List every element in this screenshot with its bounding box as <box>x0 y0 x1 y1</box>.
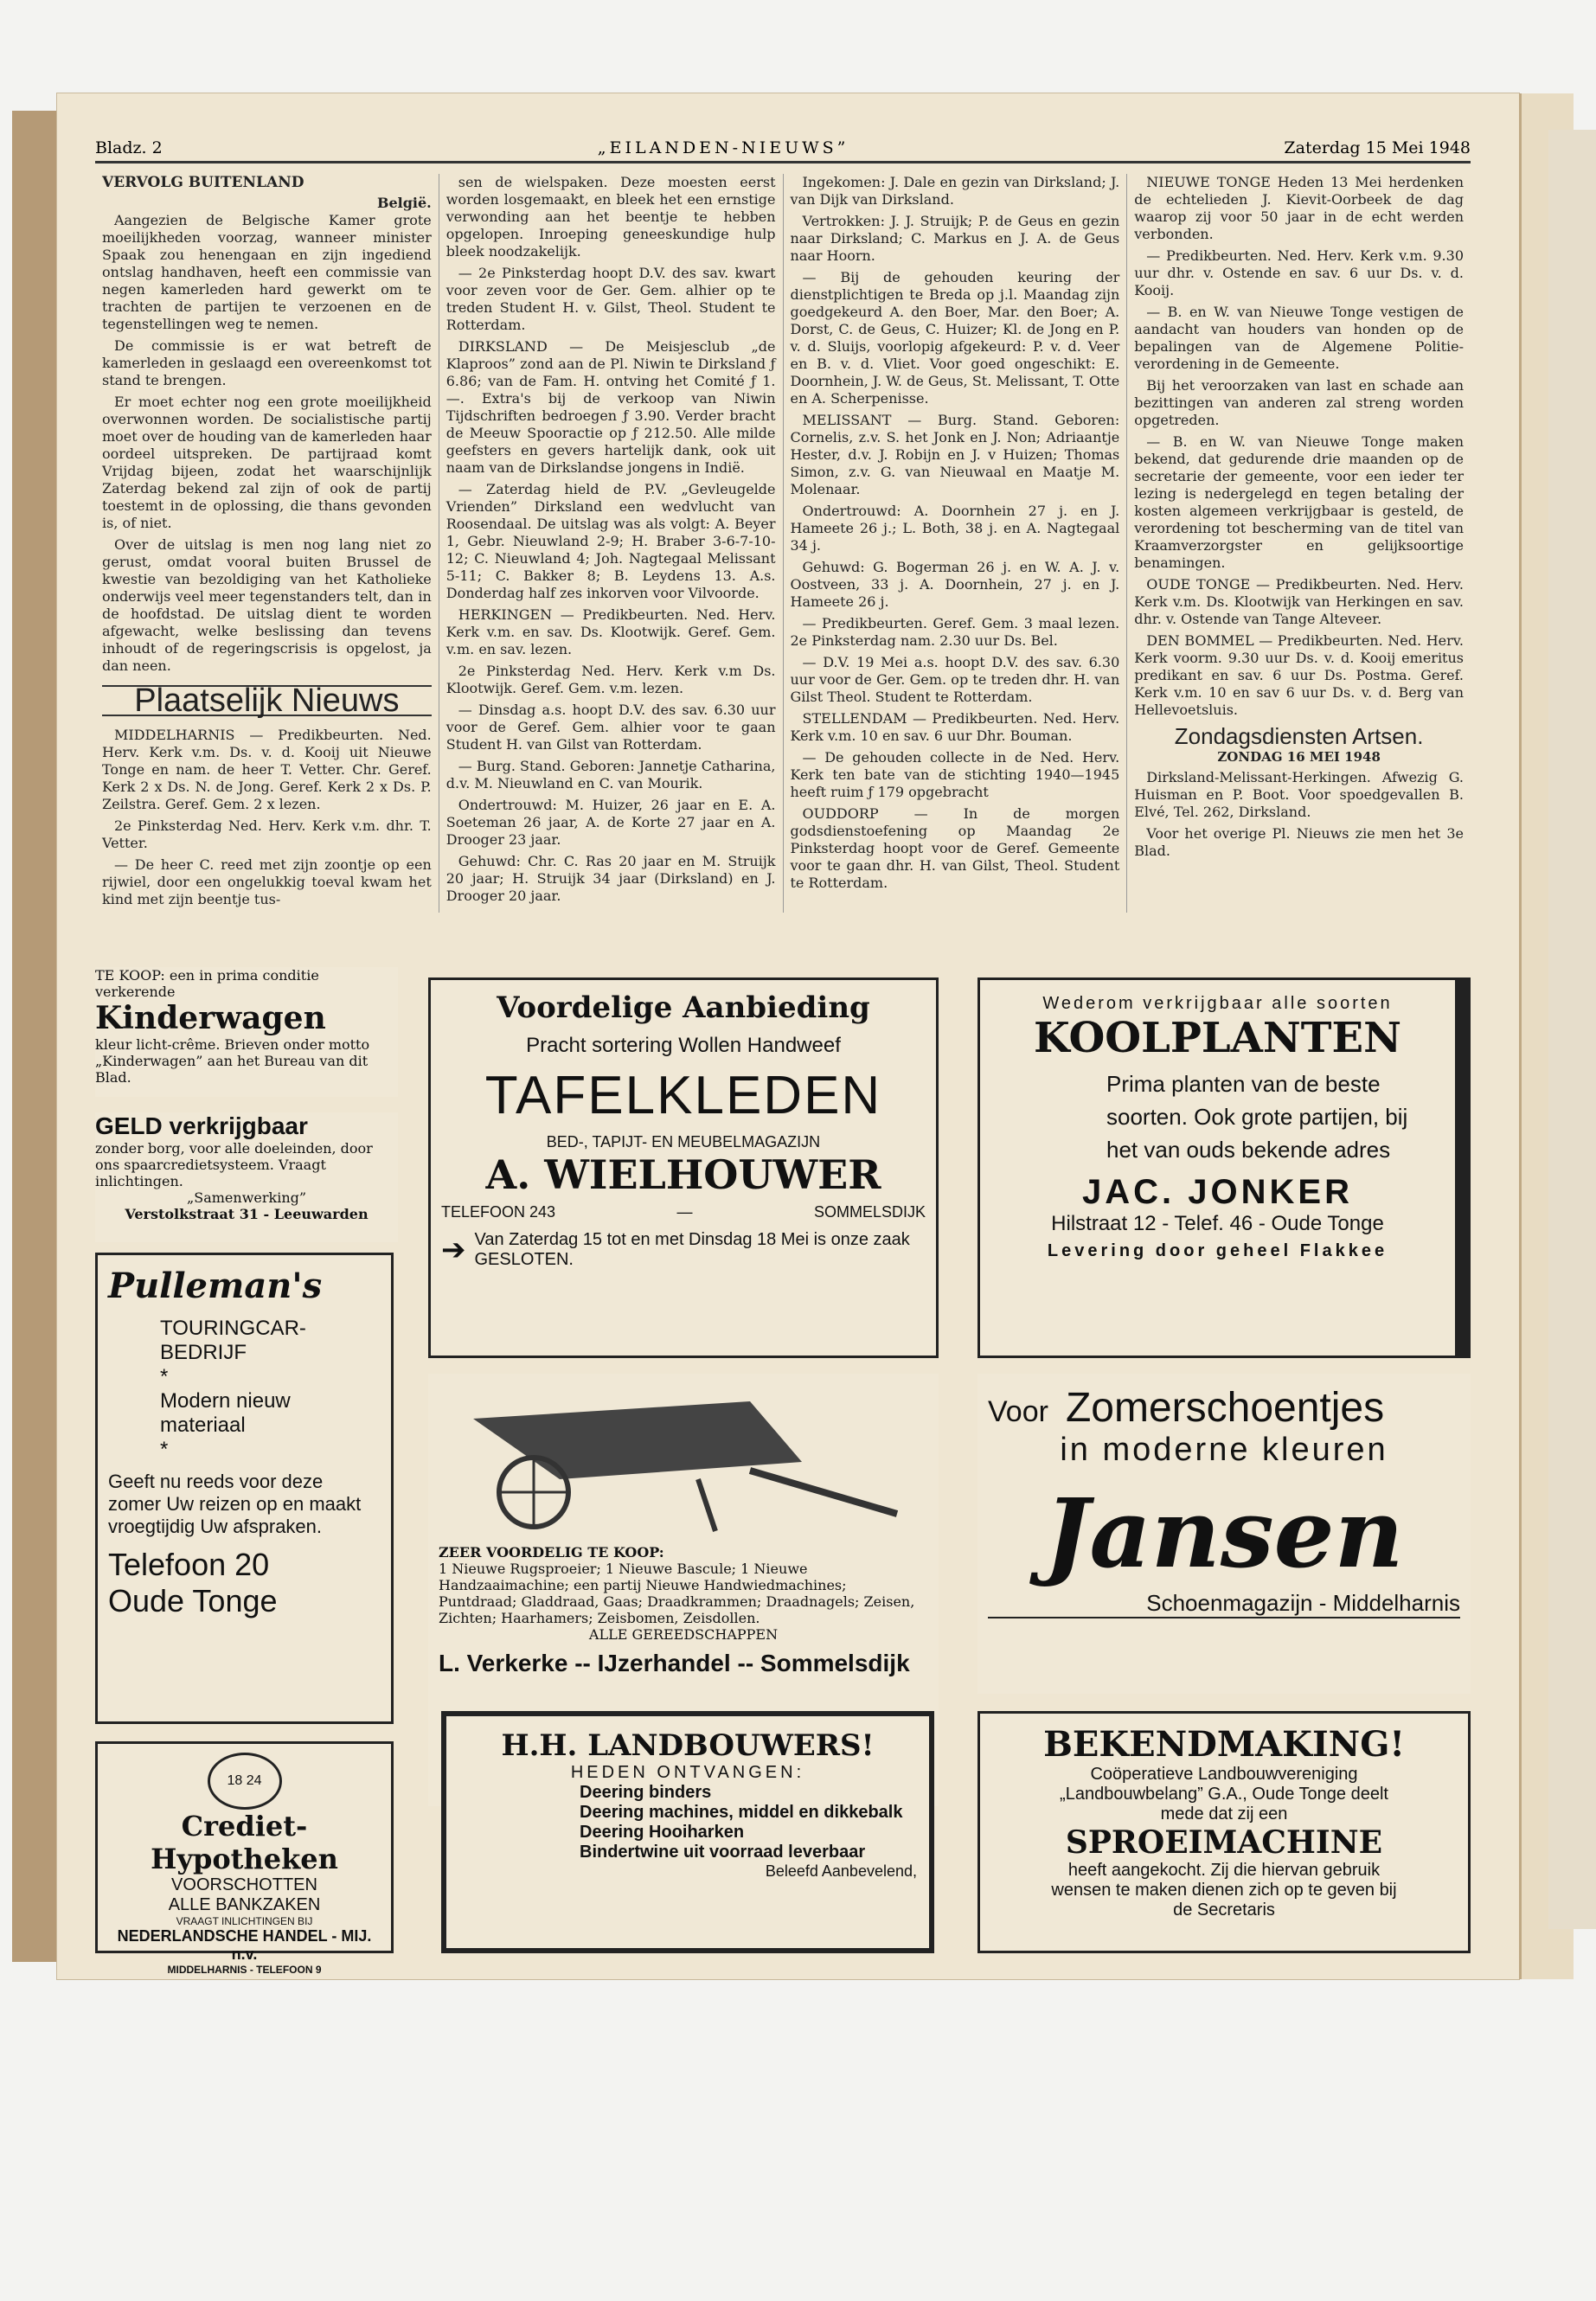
ad-company: A. WIELHOUWER <box>485 1151 881 1198</box>
article-paragraph: — Dinsdag a.s. hoopt D.V. des sav. 6.30 uur voor de Geref. Gem. alhier voor te gaan Student H. van Gilst van Rotterdam. <box>445 702 776 753</box>
article-paragraph: OUDE TONGE — Predikbeurten. Ned. Herv. Kerk v.m. Ds. Klootwijk van Herkingen en sav. dhr. v. Ostende van Tange Alteveer. <box>1134 576 1464 627</box>
ad-notice: Van Zaterdag 15 tot en met Dinsdag 18 Mei is onze zaak GESLOTEN. <box>474 1230 910 1269</box>
article-paragraph: — Burg. Stand. Geboren: Jannetje Catharina, d.v. M. Nieuwland en C. van Mourik. <box>445 758 776 792</box>
page-content <box>95 138 1471 913</box>
ad-item: Deering machines, middel en dikkebalk <box>580 1803 903 1822</box>
ad-text: TE KOOP: een in prima conditie verkerende <box>95 967 319 1000</box>
article-paragraph: — D.V. 19 Mei a.s. hoopt D.V. des sav. 6.30 uur voor de Ger. Gem. op te treden dhr. H. van Gilst Theol. Student te Rotterdam. <box>790 654 1120 705</box>
ad-text: Modern nieuw materiaal <box>160 1389 291 1437</box>
ad-text: HEDEN ONTVANGEN: <box>570 1763 805 1782</box>
advertisements <box>95 967 1471 1976</box>
article-paragraph: sen de wielspaken. Deze moesten eerst worden losgemaakt, en bleek het een ernstige verwonding aan het beentje te hebben opgelopen. Inroeping geneeskundige hulp bleek noodzakelijk. <box>445 174 776 260</box>
ad-address: Schoenmagazijn - Middelharnis <box>988 1590 1460 1618</box>
ad-product: SPROEIMACHINE <box>1065 1824 1383 1861</box>
doctors-date: ZONDAG 16 MEI 1948 <box>1217 749 1381 765</box>
ad-landbouwers <box>441 1711 934 1953</box>
article-paragraph: — De gehouden collecte in de Ned. Herv. Kerk ten bate van de stichting 1940—1945 heeft ruim ƒ 179 opgebracht <box>790 749 1120 800</box>
article-paragraph: Dirksland-Melissant-Herkingen. Afwezig G. Huisman en P. Boot. Voor spoedgevallen B. Elvé, Tel. 262, Dirksland. <box>1134 769 1464 820</box>
article-paragraph: MIDDELHARNIS — Predikbeurten. Ned. Herv. Kerk v.m. Ds. v. d. Kooij uit Nieuwe Tonge en nam. de heer T. Vetter. Chr. Geref. Kerk 2 x Ds. N. de Jong. Geref. Kerk 2 x Ds. P. Zeilstra. Geref. Gem. 2 x lezen. <box>102 727 432 812</box>
article-paragraph: Ondertrouwd: M. Huizer, 26 jaar en E. A. Soeteman 26 jaar, A. de Korte 27 jaar en A. Drooger 23 jaar. <box>445 797 776 848</box>
article-paragraph: STELLENDAM — Predikbeurten. Ned. Herv. Kerk v.m. 10 en sav. 6 uur Dhr. Bouman. <box>790 710 1120 744</box>
ad-address: Verstolkstraat 31 - Leeuwarden <box>125 1206 369 1222</box>
article-paragraph: Ondertrouwd: A. Doornhein 27 j. en J. Hameete 26 j.; L. Both, 38 j. en A. Nagtegaal 34 j. <box>790 503 1120 554</box>
ad-text: „Samenwerking” <box>186 1189 307 1206</box>
ad-text: * <box>160 1365 169 1388</box>
ad-text: VRAAGT INLICHTINGEN BIJ <box>176 1915 313 1927</box>
article-paragraph: — Bij de gehouden keuring der dienstplichtigen te Breda op j.l. Maandag zijn goedgekeurd A. den Boer, Mar. den Boer; A. Dorst, C. de Geus, C. Huizer; Kl. de Jong en P. v. d. Sluijs, voorlopig afgekeurd: P. v. d. Veer en B. v. d. Vliet. Voor goed ongeschikt: E. Doornhein, J. W. de Geus, St. Melissant, T. Otte en A. Scherpenisse. <box>790 269 1120 407</box>
ad-title: Pulleman's <box>108 1266 323 1306</box>
ad-address: MIDDELHARNIS - TELEFOON 9 <box>167 1964 322 1976</box>
ad-text: heeft aangekocht. Zij die hiervan gebruik wensen te maken dienen zich op te geven bij de Secretaris <box>1051 1861 1397 1920</box>
arrow-right-icon: ➔ <box>441 1234 466 1266</box>
ad-jansen <box>977 1374 1471 1694</box>
ad-text: ALLE BANKZAKEN <box>168 1895 321 1914</box>
doctors-heading: Zondagsdiensten Artsen. <box>1174 723 1424 749</box>
ad-kinderwagen <box>95 967 398 1097</box>
column-2 <box>439 174 784 913</box>
article-paragraph: — B. en W. van Nieuwe Tonge vestigen de aandacht van houders van honden op de bepalingen van de Algemene Politie-verordening in de Gemeente. <box>1134 304 1464 372</box>
ad-title: GELD verkrijgbaar <box>95 1112 308 1139</box>
article-paragraph: HERKINGEN — Predikbeurten. Ned. Herv. Kerk v.m. en sav. Ds. Klootwijk. Geref. Gem. v.m. en sav. lezen. <box>445 606 776 657</box>
ad-text: Levering door geheel Flakkee <box>1047 1241 1388 1260</box>
article-paragraph: MELISSANT — Burg. Stand. Geboren: Cornelis, z.v. S. het Jonk en J. Non; Adriaantje Hester, d.v. J. Robijn en J. v Huizen; Thomas Simon, z.v. G. van Nieuwaal en Maatje M. Molenaar. <box>790 412 1120 497</box>
article-paragraph: OUDDORP — In de morgen godsdienstoefening op Maandag 2e Pinksterdag hoopt voor de Geref. Gemeente voor te gaan dhr. H. van Gilst, Theol. Student te Rotterdam. <box>790 805 1120 891</box>
article-paragraph: 2e Pinksterdag Ned. Herv. Kerk v.m. dhr. T. Vetter. <box>102 817 432 851</box>
bank-emblem: 18 24 <box>208 1753 282 1810</box>
ad-company: JAC. JONKER <box>1082 1173 1353 1211</box>
country-heading: België. <box>376 195 432 211</box>
ad-item: Deering binders <box>580 1783 712 1802</box>
local-news-heading: Plaatselijk Nieuws <box>102 685 432 716</box>
page-header <box>95 138 1471 163</box>
ad-text: Pracht sortering Wollen Handweef <box>526 1034 841 1057</box>
article-paragraph: 2e Pinksterdag Ned. Herv. Kerk v.m Ds. Klootwijk. Geref. Gem. v.m. lezen. <box>445 663 776 696</box>
article-paragraph: — Predikbeurten. Geref. Gem. 3 maal lezen. 2e Pinksterdag nam. 2.30 uur Ds. Bel. <box>790 615 1120 649</box>
article-paragraph: Gehuwd: G. Bogerman 26 j. en W. A. J. v. Oostveen, 33 j. A. Doornhein, 27 j. en J. Hameete 26 j. <box>790 559 1120 610</box>
article-paragraph: Gehuwd: Chr. C. Ras 20 jaar en M. Struijk 20 jaar; H. Struijk 34 jaar (Dirksland) en J. Drooger 20 jaar. <box>445 853 776 904</box>
ad-brand-logo: Jansen <box>1044 1477 1404 1589</box>
ad-text: BED-, TAPIJT- EN MEUBELMAGAZIJN <box>546 1133 821 1150</box>
ad-title: H.H. LANDBOUWERS! <box>501 1728 875 1763</box>
article-paragraph: — B. en W. van Nieuwe Tonge maken bekend, dat gedurende drie maanden op de secretarie der gemeente, voor een ieder ter lezing is nedergelegd en tegen betaling der kosten algemeen verkrijgbaar is gesteld, de verordening tot bescherming van de titel van Kraamverzorgster en gelijksoortige benamingen. <box>1134 433 1464 571</box>
column-3 <box>784 174 1128 913</box>
ad-text: NEDERLANDSCHE HANDEL - MIJ. n.v. <box>117 1927 372 1963</box>
ad-title: Kinderwagen <box>95 1000 326 1036</box>
ad-text: Voor <box>988 1395 1048 1428</box>
ad-separator: — <box>676 1203 693 1221</box>
ad-product: TAFELKLEDEN <box>484 1066 882 1125</box>
article-paragraph: — De heer C. reed met zijn zoontje op een rijwiel, door een ongelukkig toeval kwam het kind met zijn beentje tus- <box>102 856 432 907</box>
ad-headline <box>988 1384 1460 1432</box>
ad-notice-row <box>441 1230 926 1270</box>
article-columns <box>95 174 1471 913</box>
article-paragraph: — 2e Pinksterdag hoopt D.V. des sav. kwart voor zeven voor de Ger. Gem. alhier op te treden Student H. v. Gilst, Theol. Student te Rotterdam. <box>445 265 776 333</box>
ad-text: Prima planten van de beste soorten. Ook grote partijen, bij het van ouds bekende adres <box>1106 1071 1408 1163</box>
article-paragraph: Bij het veroorzaken van last en schade aan bezittingen van anderen zal streng worden opgetreden. <box>1134 377 1464 428</box>
ad-item: Deering Hooiharken <box>580 1823 745 1842</box>
column-1 <box>95 174 439 913</box>
wheelbarrow-icon <box>439 1384 923 1540</box>
ad-text: * <box>160 1438 169 1461</box>
ad-koolplanten <box>977 977 1471 1358</box>
column-4 <box>1127 174 1471 913</box>
ad-phone: TELEFOON 243 <box>441 1203 556 1221</box>
newspaper-title: „EILANDEN-NIEUWS” <box>597 138 849 157</box>
article-paragraph: Ingekomen: J. Dale en gezin van Dirksland; J. van Dijk van Dirksland. <box>790 174 1120 208</box>
ad-title: Crediet-Hypotheken <box>151 1810 338 1875</box>
article-paragraph: Voor het overige Pl. Nieuws zie men het 3e Blad. <box>1134 825 1464 859</box>
ad-text: kleur licht-crême. Brieven onder motto „Kinderwagen” aan het Bureau van dit Blad. <box>95 1036 370 1086</box>
ad-title: Voordelige Aanbieding <box>497 990 870 1025</box>
ad-title: KOOLPLANTEN <box>1034 1014 1401 1062</box>
ad-place: Oude Tonge <box>108 1583 278 1618</box>
article-paragraph: NIEUWE TONGE Heden 13 Mei herdenken de echtelieden J. Kievit-Oorbeek de dag waarop zij voor 50 jaar in de echt werden verbonden. <box>1134 174 1464 242</box>
ad-text: Wederom verkrijgbaar alle soorten <box>1042 994 1393 1013</box>
ad-text: VOORSCHOTTEN <box>171 1875 317 1894</box>
page-number: Bladz. 2 <box>95 138 163 157</box>
ad-crediet <box>95 1741 394 1976</box>
ad-text: Coöperatieve Landbouwvereniging „Landbouwbelang” G.A., Oude Tonge deelt mede dat zij een <box>1060 1765 1388 1823</box>
article-paragraph: DIRKSLAND — De Meisjesclub „de Klaproos” zond aan de Pl. Niwin te Dirksland ƒ 6.86; van de Fam. H. ontving het Comité ƒ 1.—. Extra's bij de verkoop van Niwin Tijdschriften bedroegen ƒ 3.90. Verder bracht de Meeuw Spooractie op ƒ 212.50. Alle milde geefsters en gevers hartelijk dank, ook uit naam van de Dirkslandse jongens in Indië. <box>445 338 776 476</box>
next-page-edge <box>1548 130 1596 1929</box>
issue-date: Zaterdag 15 Mei 1948 <box>1284 138 1471 157</box>
ad-place: SOMMELSDIJK <box>813 1203 926 1221</box>
ad-contact-row <box>441 1203 926 1221</box>
ad-text: Geeft nu reeds voor deze zomer Uw reizen op en maakt vroegtijdig Uw afspraken. <box>108 1471 362 1537</box>
ad-address: Hilstraat 12 - Telef. 46 - Oude Tonge <box>1051 1212 1384 1235</box>
ad-text: ALLE GEREEDSCHAPPEN <box>588 1626 779 1643</box>
ad-text: in moderne kleuren <box>1060 1432 1388 1468</box>
ad-bekendmaking <box>977 1711 1471 1953</box>
article-paragraph: De commissie is er wat betreft de kamerleden in geslaagd een overeenkomst tot stand te brengen. <box>102 337 432 388</box>
section-heading: VERVOLG BUITENLAND <box>102 174 304 191</box>
ad-item: Bindertwine uit voorraad leverbaar <box>580 1843 866 1862</box>
article-paragraph: — Zaterdag hield de P.V. „Gevleugelde Vrienden” Dirksland een wedvlucht van Roosendaal. De uitslag was als volgt: A. Beyer 1, Gebr. Nieuwland 2-9; H. Braber 3-6-7-10-12; C. Nieuwland 4; Joh. Nagtegaal Melissant 5-11; C. Bakker 8; B. Leydens 13. A.s. Donderdag half zes inkorven voor Vilvoorde. <box>445 481 776 601</box>
ad-text: TOURINGCAR-BEDRIJF <box>160 1317 306 1364</box>
article-paragraph: Over de uitslag is men nog lang niet zo gerust, omdat vooral buiten Brussel de kwestie van bezoldiging van het Katholieke onderwijs veel meer tegenstanders telt, dan in de hoofdstad. De uitslag dient te worden afgewacht, welke beslissing dan tevens inhoudt of de regeringscrisis is opgelost, ja dan neen. <box>102 536 432 674</box>
article-paragraph: Aangezien de Belgische Kamer grote moeilijkheden voorzag, wanneer minister Spaak zou henengaan en zijn ingediend ontslag handhaven, heeft een commissie van negen kamerleden hard gewerkt om te trachten de partijen te verzoenen en de tegenstellingen weg te nemen. <box>102 212 432 332</box>
ad-phone: Telefoon 20 <box>108 1547 270 1582</box>
ad-title: ZEER VOORDELIG TE KOOP: <box>439 1544 664 1561</box>
ad-title: Zomerschoentjes <box>1065 1385 1385 1431</box>
article-paragraph: Vertrokken: J. J. Struijk; P. de Geus en gezin naar Dirksland; C. Markus en J. A. de Geus naar Hoorn. <box>790 213 1120 264</box>
ad-text: zonder borg, voor alle doeleinden, door ons spaarcredietsysteem. Vraagt inlichtingen. <box>95 1140 373 1189</box>
ad-geld <box>95 1112 398 1242</box>
ad-company: L. Verkerke -- IJzerhandel -- Sommelsdijk <box>439 1650 910 1676</box>
ad-title: BEKENDMAKING! <box>1043 1724 1405 1765</box>
ad-pulleman <box>95 1253 394 1724</box>
ad-wielhouwer <box>428 977 939 1358</box>
article-paragraph: DEN BOMMEL — Predikbeurten. Ned. Herv. Kerk voorm. 9.30 uur Ds. v. d. Kooij emeritus predikant en sav. 6 uur Ds. Postma. Geref. Kerk v.m. 10 en sav 6 uur Ds. v. d. Berg van Hellevoetsluis. <box>1134 632 1464 718</box>
article-paragraph: Er moet echter nog een grote moeilijkheid overwonnen worden. De socialistische partij moet over de houding van de kamerleden haar oordeel uitspreken. De partijraad komt Vrijdag bijeen, zodat het waarschijnlijk Zaterdag bekend zal zijn of ook de partij toestemt in de oplossing, die thans gevonden is, of niet. <box>102 394 432 531</box>
article-paragraph: — Predikbeurten. Ned. Herv. Kerk v.m. 9.30 uur dhr. v. Ostende en sav. 6 uur Ds. v. d. Kooij. <box>1134 247 1464 298</box>
binding-edge <box>12 111 59 1962</box>
ad-text: Beleefd Aanbevelend, <box>765 1862 917 1880</box>
ad-text: 1 Nieuwe Rugsproeier; 1 Nieuwe Bascule; 1 Nieuwe Handzaaimachine; een partij Nieuwe Handwiedmachines; Puntdraad; Gladdraad, Gaas; Draadkrammen; Draadnagels; Zeisen, Zichten; Haarhamers; Zeisbomen, Zeisdollen. <box>439 1561 915 1626</box>
